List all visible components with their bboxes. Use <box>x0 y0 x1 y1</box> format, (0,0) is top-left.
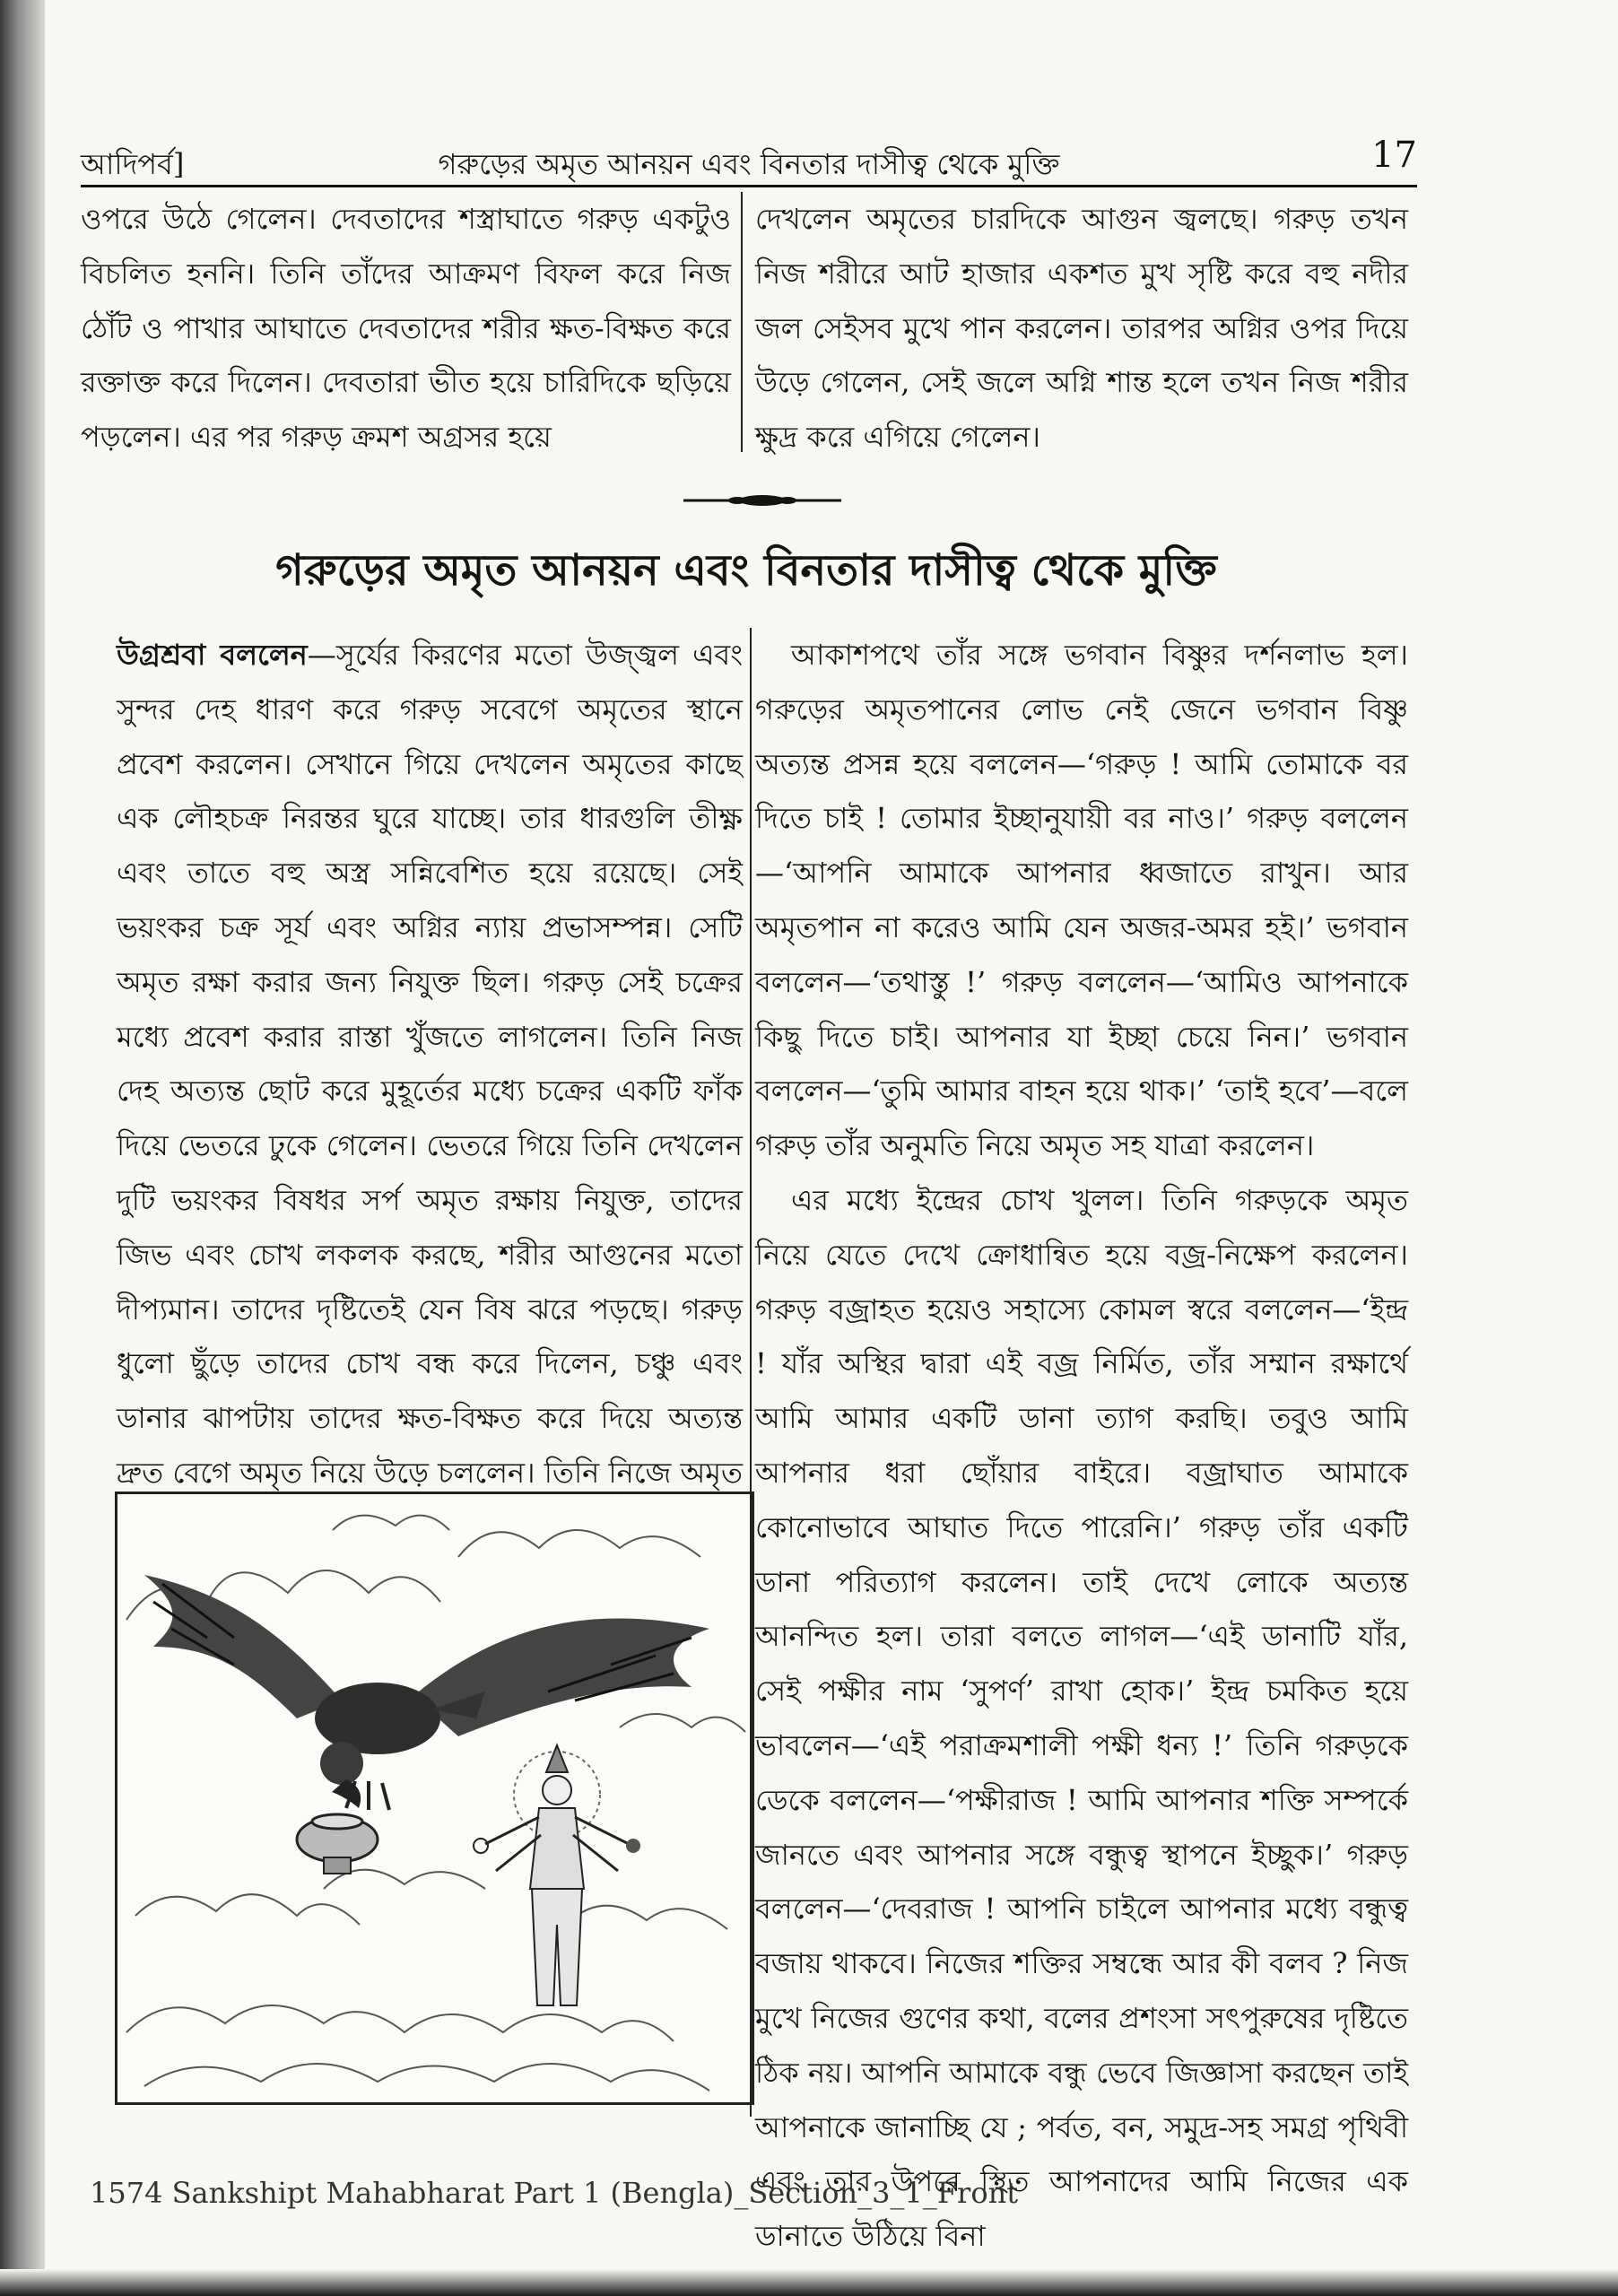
section-title: গরুড়ের অমৃত আনয়ন এবং বিনতার দাসীত্ব থেকে মুক্তি <box>275 545 1217 596</box>
left-column-text: —সূর্যের কিরণের মতো উজ্জ্বল এবং সুন্দর দেহ ধারণ করে গরুড় সবেগে অমৃতের স্থানে প্রবেশ করলেন। সেখানে গিয়ে দেখলেন অমৃতের কাছে এক লৌহচক্র নিরন্তর ঘুরে যাচ্ছে। তার ধারগুলি তীক্ষ্ণ এবং তাতে বহু অস্ত্র সন্নিবেশিত হয়ে রয়েছে। সেই ভয়ংকর চক্র সূর্য এবং অগ্নির ন্যায় প্রভাসম্পন্ন। সেটি অমৃত রক্ষা করার জন্য নিযুক্ত ছিল। গরুড় সেই চক্রের মধ্যে প্রবেশ করার রাস্তা খুঁজতে লাগলেন। তিনি নিজ দেহ অত্যন্ত ছোট করে মুহূর্তের মধ্যে চক্রের একটি ফাঁক দিয়ে ভেতরে ঢুকে গেলেন। ভেতরে গিয়ে তিনি দেখলেন দুটি ভয়ংকর বিষধর সর্প অমৃত রক্ষায় নিযুক্ত, তাদের জিভ এবং চোখ লকলক করছে, শরীর আগুনের মতো দীপ্যমান। তাদের দৃষ্টিতেই যেন বিষ ঝরে পড়ছে। গরুড় ধুলো ছুঁড়ে তাদের চোখ বন্ধ করে দিলেন, চঞ্চু এবং ডানার ঝাপটায় তাদের ক্ষত-বিক্ষত করে দিয়ে অত্যন্ত দ্রুত বেগে অমৃত নিয়ে উড়ে চললেন। তিনি নিজে অমৃত <box>117 638 743 1490</box>
right-paragraph-2: এর মধ্যে ইন্দ্রের চোখ খুলল। তিনি গরুড়কে অমৃত নিয়ে যেতে দেখে ক্রোধান্বিত হয়ে বজ্র-নিক্ষেপ করলেন। গরুড় বজ্রাহত হয়েও সহাস্যে কোমল স্বরে বললেন—‘ইন্দ্র ! যাঁর অস্থির দ্বারা এই বজ্র নির্মিত, তাঁর সম্মান রক্ষার্থে আমি আমার একটি ডানা ত্যাগ করছি। তবুও আমি আপনার ধরা ছোঁয়ার বাইরে। বজ্রাঘাত আমাকে কোনোভাবে আঘাত দিতে পারেনি।’ গরুড় তাঁর একটি ডানা পরিত্যাগ করলেন। তাই দেখে লোকে অত্যন্ত আনন্দিত হল। তারা বলতে লাগল—‘এই ডানাটি যাঁর, সেই পক্ষীর নাম ‘সুপর্ণ’ রাখা হোক।’ ইন্দ্র চমকিত হয়ে ভাবলেন—‘এই পরাক্রমশালী পক্ষী ধন্য !’ তিনি গরুড়কে ডেকে বললেন—‘পক্ষীরাজ ! আমি আপনার শক্তি সম্পর্কে জানতে এবং আপনার সঙ্গে বন্ধুত্ব স্থাপনে ইচ্ছুক।’ গরুড় বললেন—‘দেবরাজ ! আপনি চাইলে আপনার মধ্যে বন্ধুত্ব বজায় থাকবে। নিজের শক্তির সম্বন্ধে আর কী বলব ? নিজ মুখে নিজের গুণের কথা, বলের প্রশংসা সৎপুরুষের দৃষ্টিতে ঠিক নয়। আপনি আমাকে বন্ধু ভেবে জিজ্ঞাসা করছেন তাই আপনাকে জানাচ্ছি যে ; পর্বত, বন, সমুদ্র-সহ সমগ্র পৃথিবী এবং তার উপরে স্থিত আপনাদের আমি নিজের এক ডানাতে উঠিয়ে বিনা <box>755 1182 1408 2254</box>
column-divider <box>750 628 752 2117</box>
running-header <box>81 135 1417 179</box>
garuda-vishnu-illustration <box>115 1492 754 2105</box>
right-column <box>755 628 1408 2264</box>
left-column <box>117 628 743 1609</box>
header-book-name: আদিপর্ব] <box>81 147 185 181</box>
top-right-paragraph: দেখলেন অমৃতের চারদিকে আগুন জ্বলছে। গরুড় তখন নিজ শরীরে আট হাজার একশত মুখ সৃষ্টি করে বহু নদীর জল সেইসব মুখে পান করলেন। তারপর অগ্নির ওপর দিয়ে উড়ে গেলেন, সেই জলে অগ্নি শান্ত হলে তখন নিজ শরীর ক্ষুদ্র করে এগিয়ে গেলেন। <box>755 202 1408 455</box>
top-right-column <box>755 192 1408 465</box>
header-rule <box>81 185 1417 187</box>
book-spine-shadow <box>0 0 45 2296</box>
page-number: 17 <box>1371 135 1417 176</box>
top-left-paragraph: ওপরে উঠে গেলেন। দেবতাদের শস্ত্রাঘাতে গরুড় একটুও বিচলিত হননি। তিনি তাঁদের আক্রমণ বিফল করে নিজ ঠোঁট ও পাখার আঘাতে দেবতাদের শরীর ক্ষত-বিক্ষত করে রক্তাক্ত করে দিলেন। দেবতারা ভীত হয়ে চারিদিকে ছড়িয়ে পড়লেন। এর পর গরুড় ক্রমশ অগ্রসর হয়ে <box>81 202 731 455</box>
speaker-lead: উগ্রশ্রবা বললেন <box>117 638 308 672</box>
top-column-divider <box>741 192 743 452</box>
top-left-column <box>81 192 731 465</box>
garuda-illustration-icon <box>117 1494 752 2102</box>
print-footer: 1574 Sankshipt Mahabharat Part 1 (Bengla)_Section_3_1_Front <box>90 2176 1019 2210</box>
ornament-divider-icon <box>682 491 843 509</box>
bottom-edge-shadow <box>0 2269 1618 2296</box>
right-paragraph-1: আকাশপথে তাঁর সঙ্গে ভগবান বিষ্ণুর দর্শনলাভ হল। গরুড়ের অমৃতপানের লোভ নেই জেনে ভগবান বিষ্ণু অত্যন্ত প্রসন্ন হয়ে বললেন—‘গরুড় ! আমি তোমাকে বর দিতে চাই ! তোমার ইচ্ছানুযায়ী বর নাও।’ গরুড় বললেন—‘আপনি আমাকে আপনার ধ্বজাতে রাখুন। আর অমৃতপান না করেও আমি যেন অজর-অমর হই।’ ভগবান বললেন—‘তথাস্তু !’ গরুড় বললেন—‘আমিও আপনাকে কিছু দিতে চাই। আপনার যা ইচ্ছা চেয়ে নিন।’ ভগবান বললেন—‘তুমি আমার বাহন হয়ে থাক।’ ‘তাই হবে’—বলে গরুড় তাঁর অনুমতি নিয়ে অমৃত সহ যাত্রা করলেন। <box>755 638 1408 1163</box>
header-chapter-title: গরুড়ের অমৃত আনয়ন এবং বিনতার দাসীত্ব থেকে মুক্তি <box>438 147 1060 181</box>
